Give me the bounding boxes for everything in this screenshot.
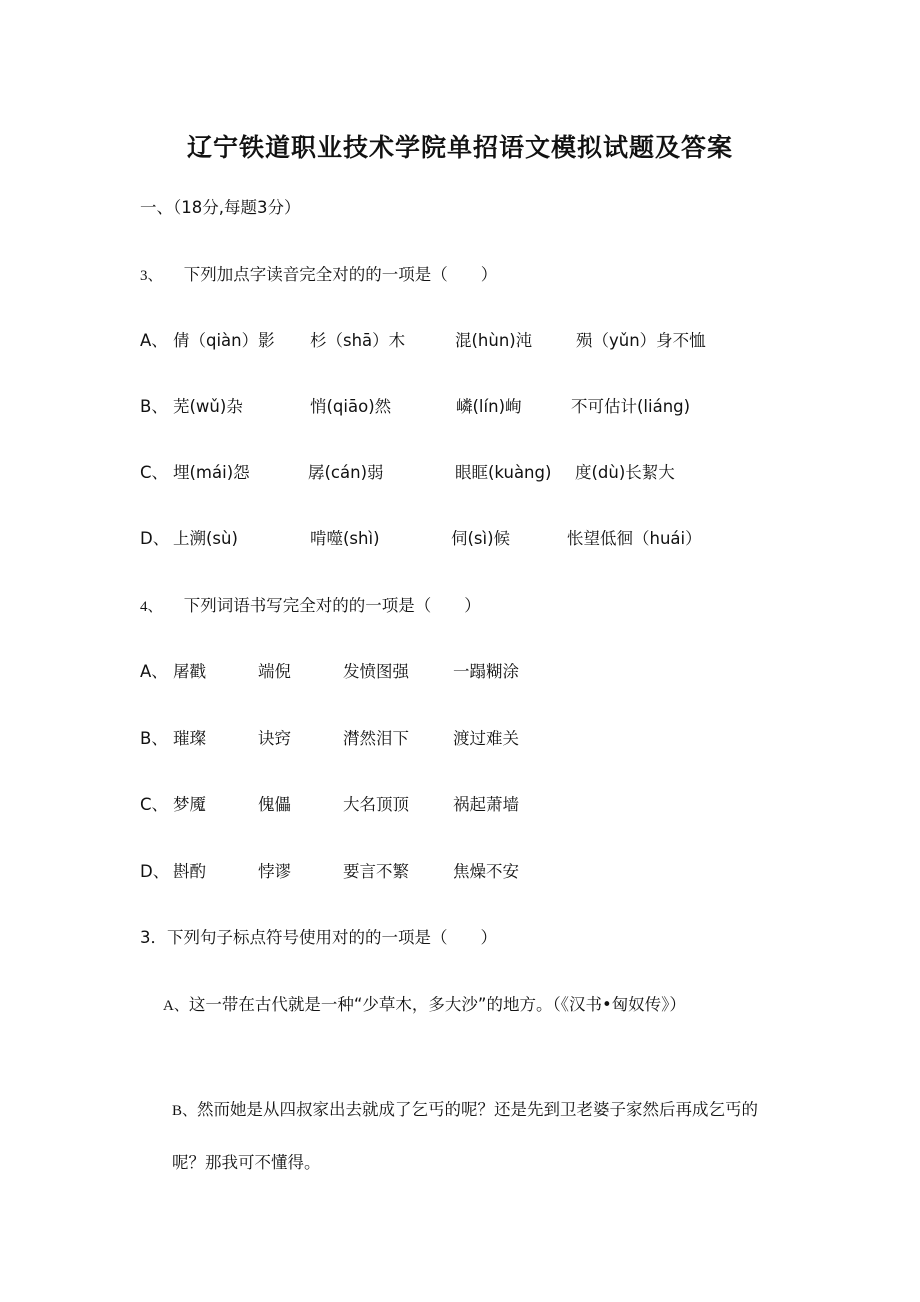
option-row [140, 330, 840, 352]
option-item: 斟酌 [173, 862, 206, 881]
option-item: 悖谬 [258, 862, 291, 881]
option-label: B、 [172, 1103, 198, 1119]
question-4 [140, 595, 481, 618]
question-5-stem: 3．下列句子标点符号使用对的的一项是（ ） [140, 928, 497, 947]
option-item: 诀窍 [258, 729, 291, 748]
option-item: 大名顶顶 [343, 795, 409, 814]
option-item: 伺(sì)候 [451, 529, 511, 548]
option-item: 芜(wǔ)杂 [173, 397, 243, 416]
option-item: 要言不繁 [343, 862, 409, 881]
question-5-option-b [172, 1099, 758, 1122]
question-stem: 下列词语书写完全对的的一项是（ ） [183, 596, 481, 615]
option-item: 祸起萧墙 [453, 795, 519, 814]
option-item: 嶙(lín)峋 [456, 397, 522, 416]
question-5-option-b-continued: 呢？那我可不懂得。 [172, 1153, 321, 1172]
option-item: 怅望低徊（huái） [567, 529, 702, 548]
option-item: 埋(mái)怨 [173, 463, 250, 482]
option-label: A、 [163, 998, 189, 1014]
option-label: B、 [140, 729, 168, 748]
option-label: A、 [140, 662, 168, 681]
option-item: 不可估计(liáng) [571, 397, 691, 416]
option-item: 发愤图强 [343, 662, 409, 681]
option-item: 混(hùn)沌 [455, 331, 533, 350]
option-text: 然而她是从四叔家出去就成了乞丐的呢？还是先到卫老婆子家然后再成乞丐的 [197, 1100, 759, 1119]
option-item: 悄(qiāo)然 [310, 397, 392, 416]
option-row [140, 528, 840, 550]
option-label: D、 [140, 529, 170, 548]
option-item: 潸然泪下 [343, 729, 409, 748]
option-label: B、 [140, 397, 168, 416]
option-item: 上溯(sù) [173, 529, 238, 548]
option-item: 端倪 [258, 662, 291, 681]
option-item: 渡过难关 [453, 729, 519, 748]
option-item: 一蹋糊涂 [453, 662, 519, 681]
option-item: 眼眶(kuàng) [455, 463, 552, 482]
option-label: C、 [140, 463, 169, 482]
option-row [140, 396, 840, 418]
option-item: 梦魇 [173, 795, 206, 814]
option-row [140, 462, 840, 484]
question-number: 4、 [140, 599, 163, 615]
question-3 [140, 264, 497, 287]
option-label: C、 [140, 795, 169, 814]
question-stem: 下列加点字读音完全对的的一项是（ ） [183, 265, 498, 284]
option-text: 这一带在古代就是一种“少草木，多大沙”的地方。（《汉书•匈奴传》） [188, 995, 686, 1014]
question-number: 3、 [140, 268, 163, 284]
option-item: 璀璨 [173, 729, 206, 748]
section-heading: 一、（18分,每题3分） [140, 198, 301, 217]
question-5-option-a [163, 994, 686, 1017]
option-item: 傀儡 [258, 795, 291, 814]
option-item: 度(dù)长絜大 [575, 463, 675, 482]
option-item: 焦燥不安 [453, 862, 519, 881]
option-item: 杉（shā）木 [310, 331, 406, 350]
option-row [140, 661, 660, 683]
option-item: 啃噬(shì) [310, 529, 380, 548]
page-title: 辽宁铁道职业技术学院单招语文模拟试题及答案 [186, 133, 733, 162]
option-row [140, 861, 660, 883]
option-row [140, 794, 660, 816]
option-item: 屠戳 [173, 662, 206, 681]
option-label: A、 [140, 331, 168, 350]
option-item: 孱(cán)弱 [308, 463, 384, 482]
option-row [140, 728, 660, 750]
option-label: D、 [140, 862, 170, 881]
option-item: 倩（qiàn）影 [173, 331, 275, 350]
option-item: 殒（yǔn）身不恤 [576, 331, 706, 350]
